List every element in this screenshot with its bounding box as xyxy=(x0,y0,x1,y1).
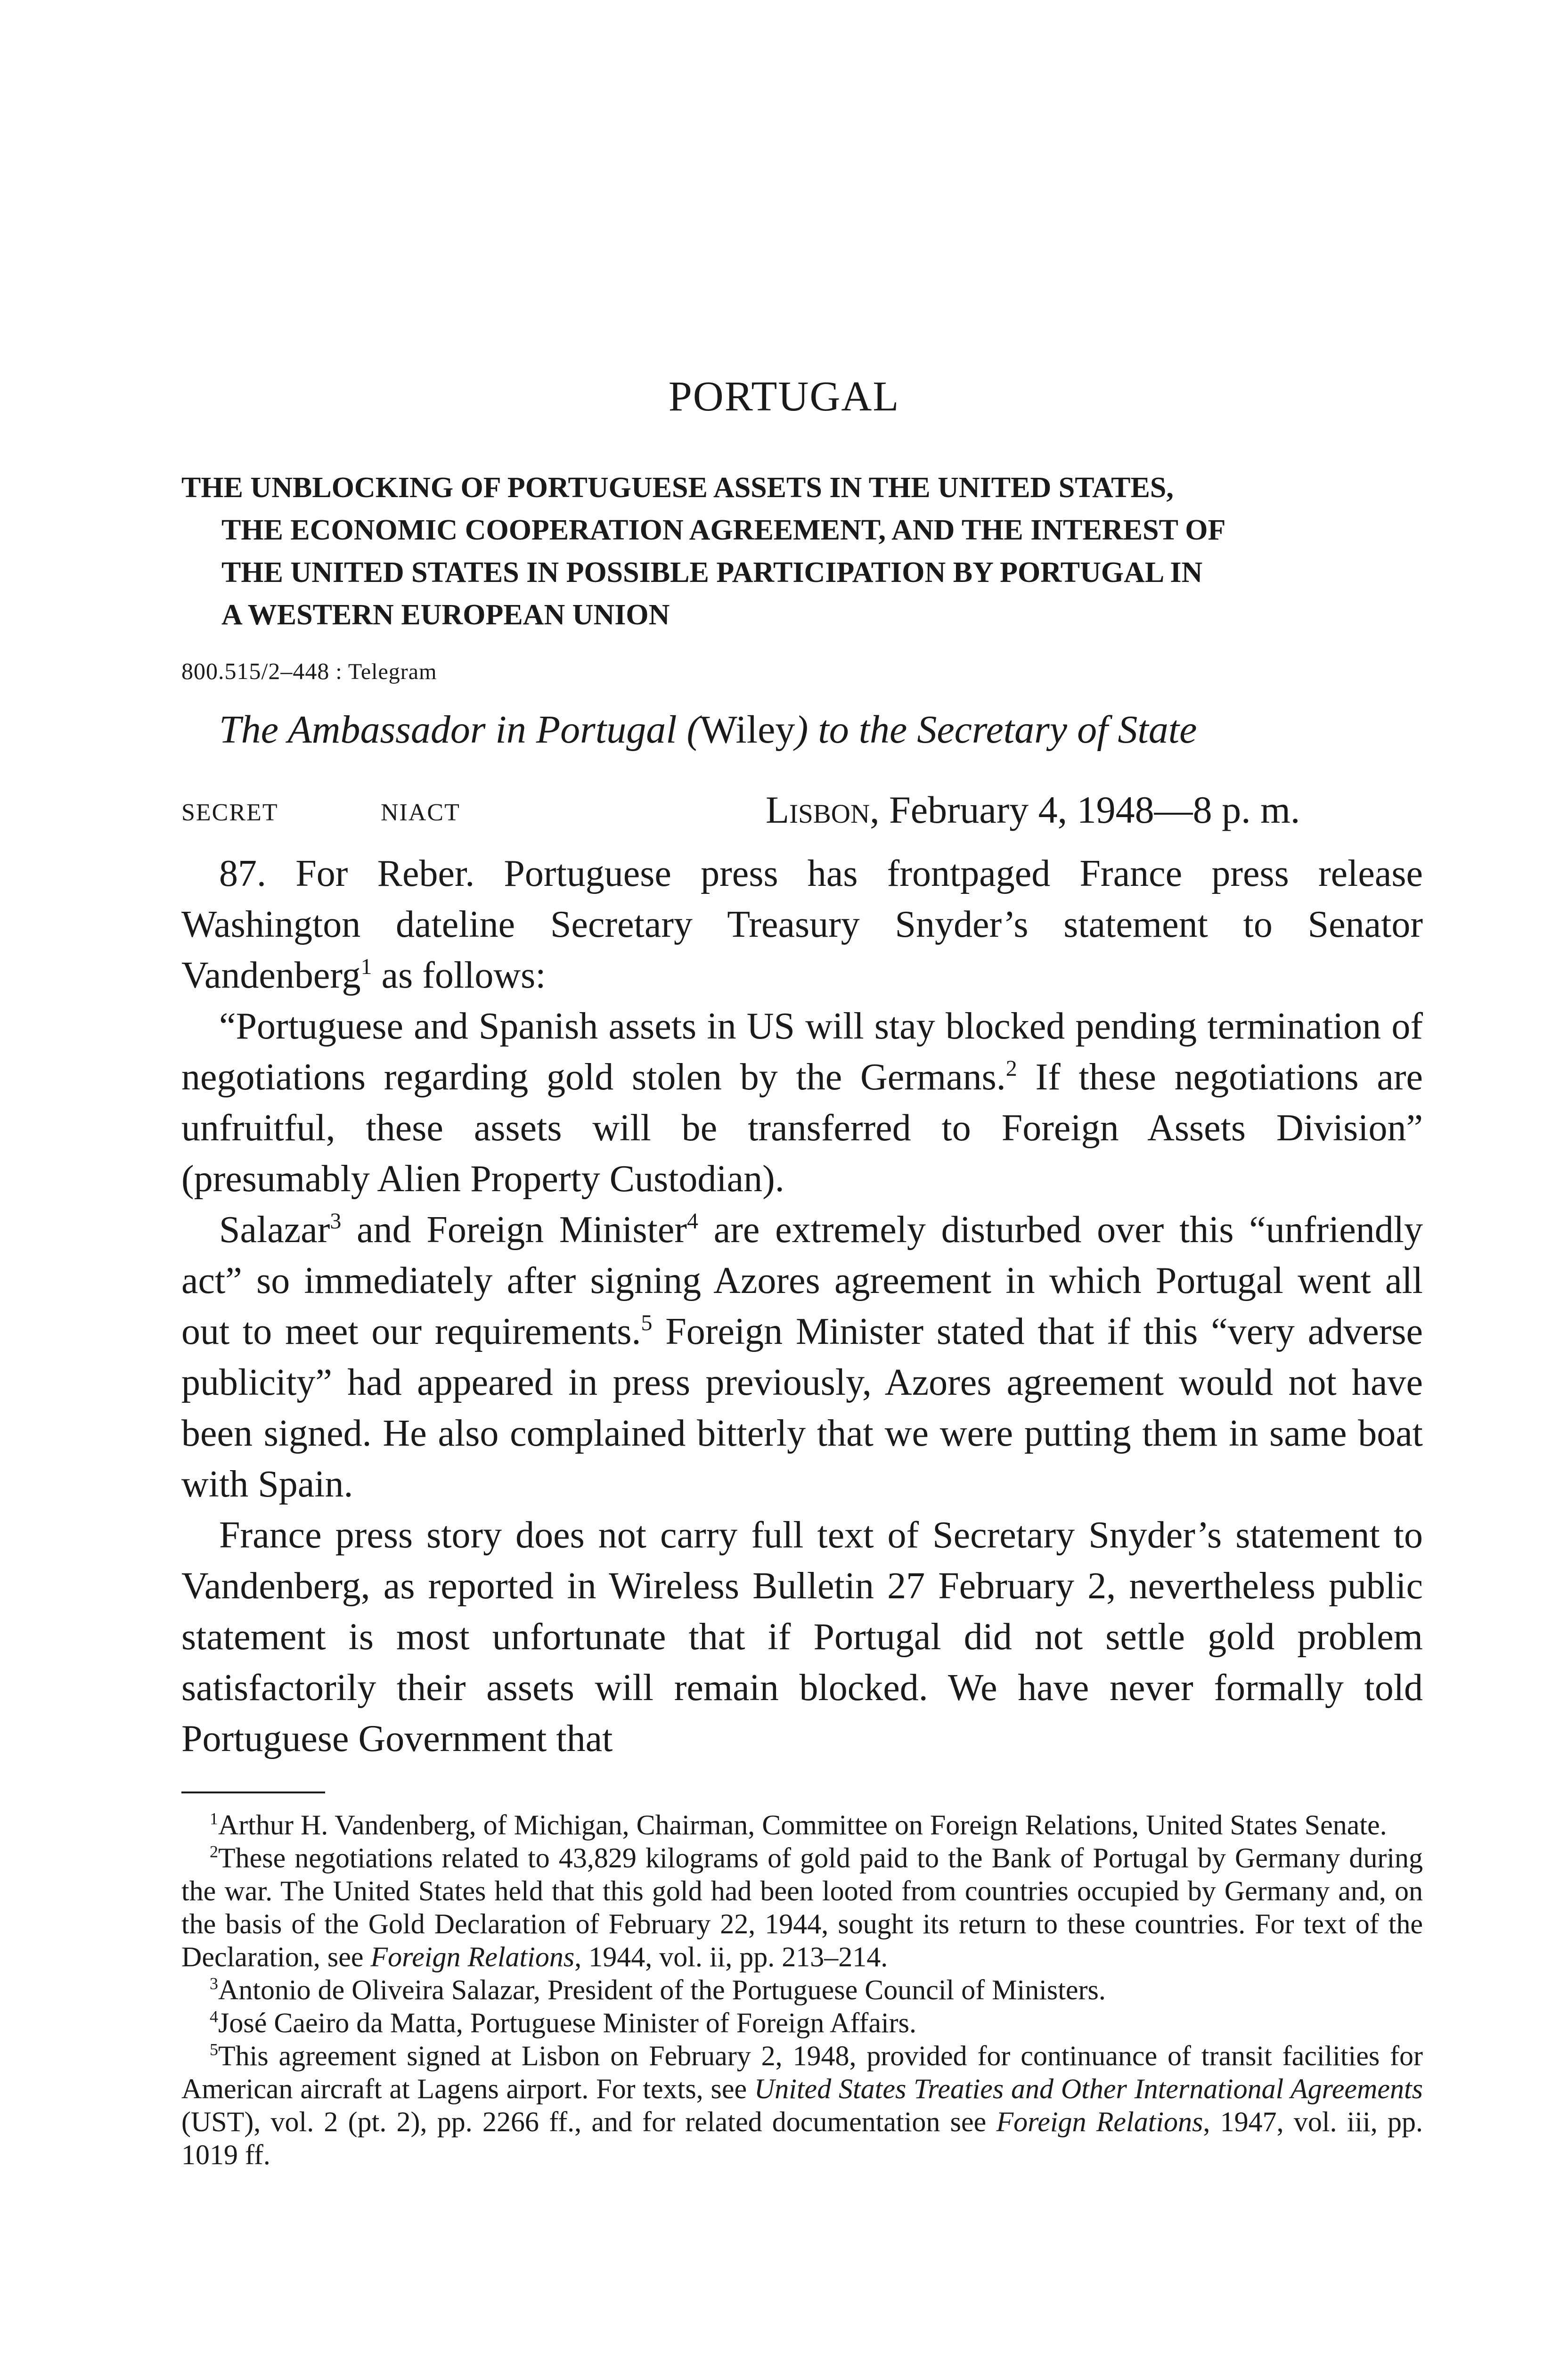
dateline: Lisbon, February 4, 1948—8 p. m. xyxy=(766,788,1300,831)
text-run: Salazar xyxy=(219,1209,330,1251)
footnote-ref: 3 xyxy=(330,1209,342,1234)
classification-label: SECRET xyxy=(181,799,278,826)
footnote-number: 3 xyxy=(210,1974,218,1993)
footnote-ref: 2 xyxy=(1005,1056,1017,1081)
footnote xyxy=(181,2006,1423,2039)
telegram-body xyxy=(181,848,1423,1764)
footnote xyxy=(181,1808,1423,1841)
footnote-divider xyxy=(181,1792,325,1793)
footnote-text: Antonio de Oliveira Salazar, President of the Portuguese Council of Ministers. xyxy=(218,1974,1106,2005)
footnotes xyxy=(181,1808,1423,2171)
paragraph xyxy=(181,1204,1423,1510)
text-run: and Foreign Minister xyxy=(341,1209,687,1251)
text-run: Foreign Minister stated that if this “very adverse publicity” had appeared in press previously, Azores agreement would not have been signed. He also complained bitterly that we were putting them in same boat with Spain. xyxy=(181,1311,1423,1505)
footnote-number: 4 xyxy=(210,2007,218,2026)
document-title-part: ) to the Secretary of State xyxy=(795,708,1197,752)
footnote-number: 1 xyxy=(210,1809,218,1828)
text-run: If these negotiations are unfruitful, these assets will be transferred to Foreign Assets Division” (presumably Alien Property Custodian). xyxy=(181,1056,1423,1200)
text-run: 87. For Reber. Portuguese press has frontpaged France press release Washington dateline Secretary Treasury Snyder’s statement to Senator Vandenberg xyxy=(181,853,1423,996)
footnote xyxy=(181,1973,1423,2006)
dateline-date: February 4, 1948—8 p. m. xyxy=(889,788,1300,831)
document-title-name: Wiley xyxy=(700,708,795,752)
text-run: are extremely disturbed over this “unfriendly act” so immediately after signing Azores agreement in which Portugal went all out to meet our requirements. xyxy=(181,1209,1423,1352)
file-number: 800.515/2–448 xyxy=(181,658,330,684)
headline-line: THE UNBLOCKING OF PORTUGUESE ASSETS IN THE UNITED STATES, xyxy=(181,472,1174,504)
document-title xyxy=(219,707,1197,753)
footnote-citation: United States Treaties and Other International Agreements xyxy=(754,2073,1423,2104)
document-title-part: The Ambassador in Portugal ( xyxy=(219,708,700,752)
footnote-text: , 1947, vol. iii, pp. 1019 ff. xyxy=(181,2106,1423,2170)
headline-line: THE UNITED STATES IN POSSIBLE PARTICIPATION BY PORTUGAL IN xyxy=(221,556,1203,589)
footnote-text: José Caeiro da Matta, Portuguese Minister of Foreign Affairs. xyxy=(218,2007,916,2038)
footnote-ref: 1 xyxy=(360,954,372,980)
country-heading: PORTUGAL xyxy=(668,373,900,420)
footnote-citation: Foreign Relations xyxy=(996,2106,1203,2137)
footnote-number: 2 xyxy=(210,1842,218,1861)
text-run: as follows: xyxy=(372,955,546,996)
paragraph: France press story does not carry full text of Secretary Snyder’s statement to Vandenberg, as reported in Wireless Bulletin 27 February 2, nevertheless public statement is most unfortunate that if Portugal did not settle gold problem satisfactorily their assets will remain blocked. We have never formally told Portuguese Government that xyxy=(181,1514,1423,1759)
headline-line: THE ECONOMIC COOPERATION AGREEMENT, AND THE INTEREST OF xyxy=(221,514,1226,546)
footnote-ref: 4 xyxy=(687,1209,698,1234)
footnote-number: 5 xyxy=(210,2040,218,2059)
headline-line: A WESTERN EUROPEAN UNION xyxy=(221,599,670,631)
footnote xyxy=(181,1841,1423,1973)
footnote-text: Arthur H. Vandenberg, of Michigan, Chairman, Committee on Foreign Relations, United States Senate. xyxy=(218,1809,1387,1841)
section-headline xyxy=(181,466,1416,636)
footnote xyxy=(181,2039,1423,2171)
priority-label: NIACT xyxy=(381,799,460,826)
text-run: “Portuguese and Spanish assets in US will stay blocked pending termination of negotiations regarding gold stolen by the Germans. xyxy=(181,1006,1423,1098)
document-reference: 800.515/2–448 : Telegram xyxy=(181,658,437,684)
footnote-text: , 1944, vol. ii, pp. 213–214. xyxy=(574,1941,888,1972)
footnote-text: (UST), vol. 2 (pt. 2), pp. 2266 ff., and for related documentation see xyxy=(181,2106,996,2137)
footnote-ref: 5 xyxy=(641,1310,653,1336)
footnote-text: These negotiations related to 43,829 kilograms of gold paid to the Bank of Portugal by Germany during the war. The United States held that this gold had been looted from countries occupied by Germany and, on the basis of the Gold Declaration of February 22, 1944, sought its return to these countries. For text of the Declaration, see xyxy=(181,1842,1423,1972)
dateline-place: Lisbon xyxy=(766,788,870,831)
paragraph xyxy=(181,1001,1423,1204)
footnote-text: This agreement signed at Lisbon on February 2, 1948, provided for continuance of transit facilities for American aircraft at Lagens airport. For texts, see xyxy=(181,2040,1423,2104)
footnote-citation: Foreign Relations xyxy=(370,1941,575,1972)
document-type: Telegram xyxy=(348,659,437,684)
paragraph xyxy=(181,848,1423,1001)
